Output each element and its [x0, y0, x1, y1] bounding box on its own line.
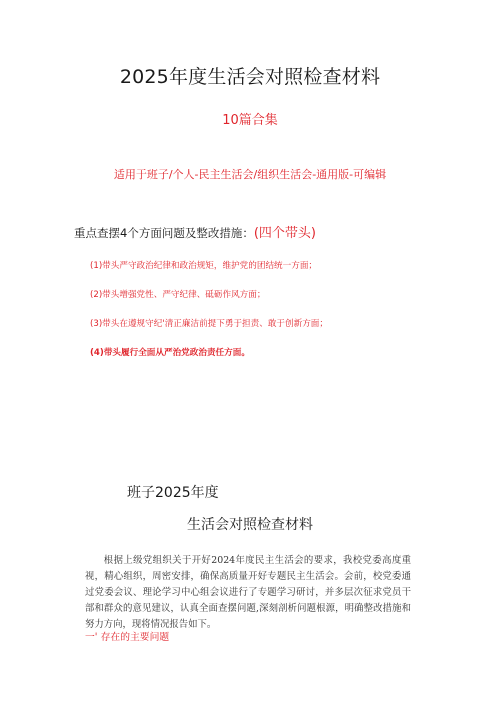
sub-heading: 一' 存在的主要问题 [85, 632, 170, 643]
focus-label: 重点查摆4个方面问题及整改措施： [74, 226, 254, 240]
focus-heading [74, 222, 316, 241]
document-subtitle: 10篇合集 [222, 113, 278, 128]
document-title: 2025年度生活会对照检查材料 [119, 66, 381, 88]
focus-item: (1)带头严守政治纪律和政治规矩，维护党的团结统一方面； [90, 261, 318, 271]
section-title: 生活会对照检查材料 [187, 517, 313, 533]
body-paragraph: 根据上级党组织关于开好2024年度民主生活会的要求，我校党委高度重视，精心组织，周密安排，确保高质量开好专题民主生活会。会前，校党委通过党委会议、理论学习中心组会议进行了专题学习研讨，并多层次征求党员干部和群众的意见建议，认真全面查摆问题,深刻剖析问题根源，明确整改措施和努力方向，现将情况报告如下。 [85, 555, 411, 631]
section-heading: 班子2025年度 [127, 485, 219, 501]
focus-item: (2)带头增强党性、严守纪律、砥砺作风方面； [90, 290, 266, 300]
focus-item: (4)带头履行全面从严治党政治责任方面。 [90, 348, 250, 358]
applicability-note: 适用于班子/个人-民主生活会/组织生活会-通用版-可编辑 [113, 168, 387, 181]
focus-accent: (四个带头) [253, 226, 316, 241]
focus-item: (3)带头在遵规守纪'清正廉洁前提下勇于担责、敢于创新方面； [90, 319, 328, 329]
